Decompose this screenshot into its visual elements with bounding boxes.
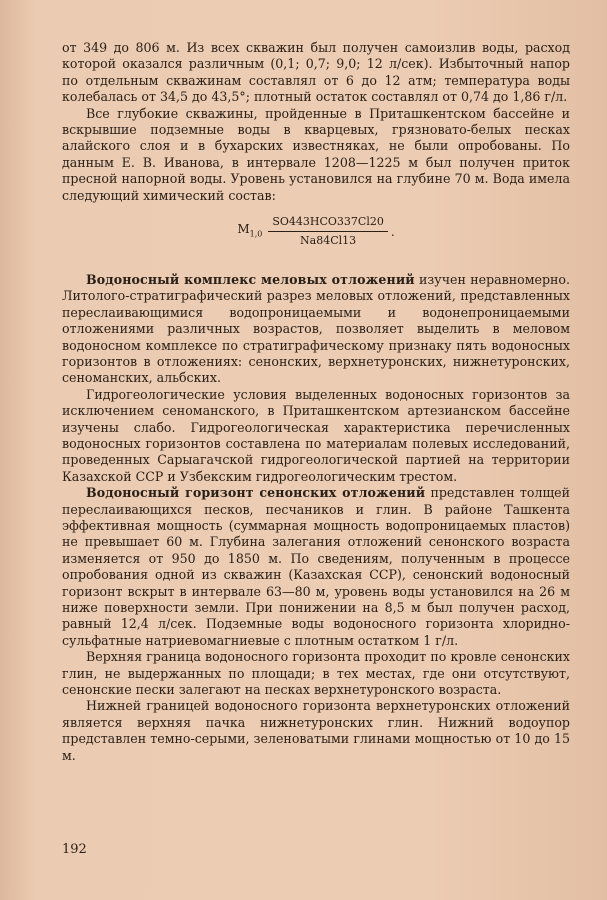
text-column [62, 40, 570, 764]
formula-denominator: Na84Cl13 [300, 234, 357, 248]
paragraph-1: от 349 до 806 м. Из всех скважин был получен самоизлив воды, расход которой оказался различным (0,1; 0,7; 9,0; 12 л/сек). Избыточный напор по отдельным скважинам составлял от 6 до 12 атм; температура воды колебалась от 34,5 до 43,5°; плотный остаток составлял от 0,74 до 1,86 г/л. [62, 40, 570, 105]
formula-fraction [268, 214, 388, 250]
section-heading-cretaceous: Водоносный комплекс меловых отложений [86, 271, 415, 287]
paragraph-4: Гидрогеологические условия выделенных водоносных горизонтов за исключением сеноманского, в Приташкентском артезианском бассейне изучены слабо. Гидрогеологическая характеристика перечисленных водоносных горизонтов составлена по материалам полевых исследований, проведенных Сарыагачской гидрогеологической партией на территории Казахской ССР и Узбекским гидрогеологическим трестом. [62, 386, 570, 484]
formula-lhs-symbol: M [237, 222, 250, 237]
paragraph-6: Верхняя граница водоносного горизонта проходит по кровле сенонских глин, не выдержанных по площади; в тех местах, где они отсутствуют, сенонские пески залегают на песках верхнетуронского возраста. [62, 649, 570, 698]
chemical-formula [62, 214, 570, 250]
paragraph-5 [62, 485, 570, 649]
formula-trail: . [390, 224, 395, 239]
paragraph-7: Нижней границей водоносного горизонта верхнетуронских отложений является верхняя пачка нижнетуронских глин. Нижний водоупор представлен темно-серыми, зеленоватыми глинами мощностью от 10 до 15 м. [62, 698, 570, 763]
paragraph-3-text: изучен неравномерно. Литолого-стратиграфический разрез меловых отложений, представленных переслаивающимися водопроницаемыми и водонепроницаемыми отложениями различных возрастов, позволяет выделить в меловом водоносном комплексе по стратиграфическому признаку пять водоносных горизонтов в отложениях: сенонских, верхнетуронских, нижнетуронских, сеноманских, альбских. [62, 271, 570, 386]
formula-numerator: SO443HCO337Cl20 [268, 214, 388, 232]
section-heading-senonian: Водоносный горизонт сенонских отложений [86, 485, 426, 501]
formula-lhs [237, 221, 262, 243]
paragraph-3 [62, 272, 570, 387]
page-number: 192 [62, 842, 87, 857]
paragraph-5-text: представлен толщей переслаивающихся песков, песчаников и глин. В районе Ташкента эффективная мощность (суммарная мощность водопроницаемых пластов) не превышает 60 м. Глубина залегания отложений сенонского возраста изменяется от 950 до 1850 м. По сведениям, полученным в процессе опробования одной из скважин (Казахская ССР), сенонский водоносный горизонт вскрыт в интервале 63—80 м, уровень воды установился на 26 м ниже поверхности земли. При понижении на 8,5 м был получен расход, равный 12,4 л/сек. Подземные воды водоносного горизонта хлоридно-сульфатные натриевомагниевые с плотным остатком 1 г/л. [62, 485, 570, 648]
formula-lhs-subscript: 1,0 [249, 229, 263, 239]
paragraph-2: Все глубокие скважины, пройденные в Приташкентском бассейне и вскрывшие подземные воды в кварцевых, грязновато-белых песках алайского слоя и в бухарских известняках, не были опробованы. По данным Е. В. Иванова, в интервале 1208—1225 м был получен приток пресной напорной воды. Уровень установился на глубине 70 м. Вода имела следующий химический состав: [62, 105, 570, 203]
